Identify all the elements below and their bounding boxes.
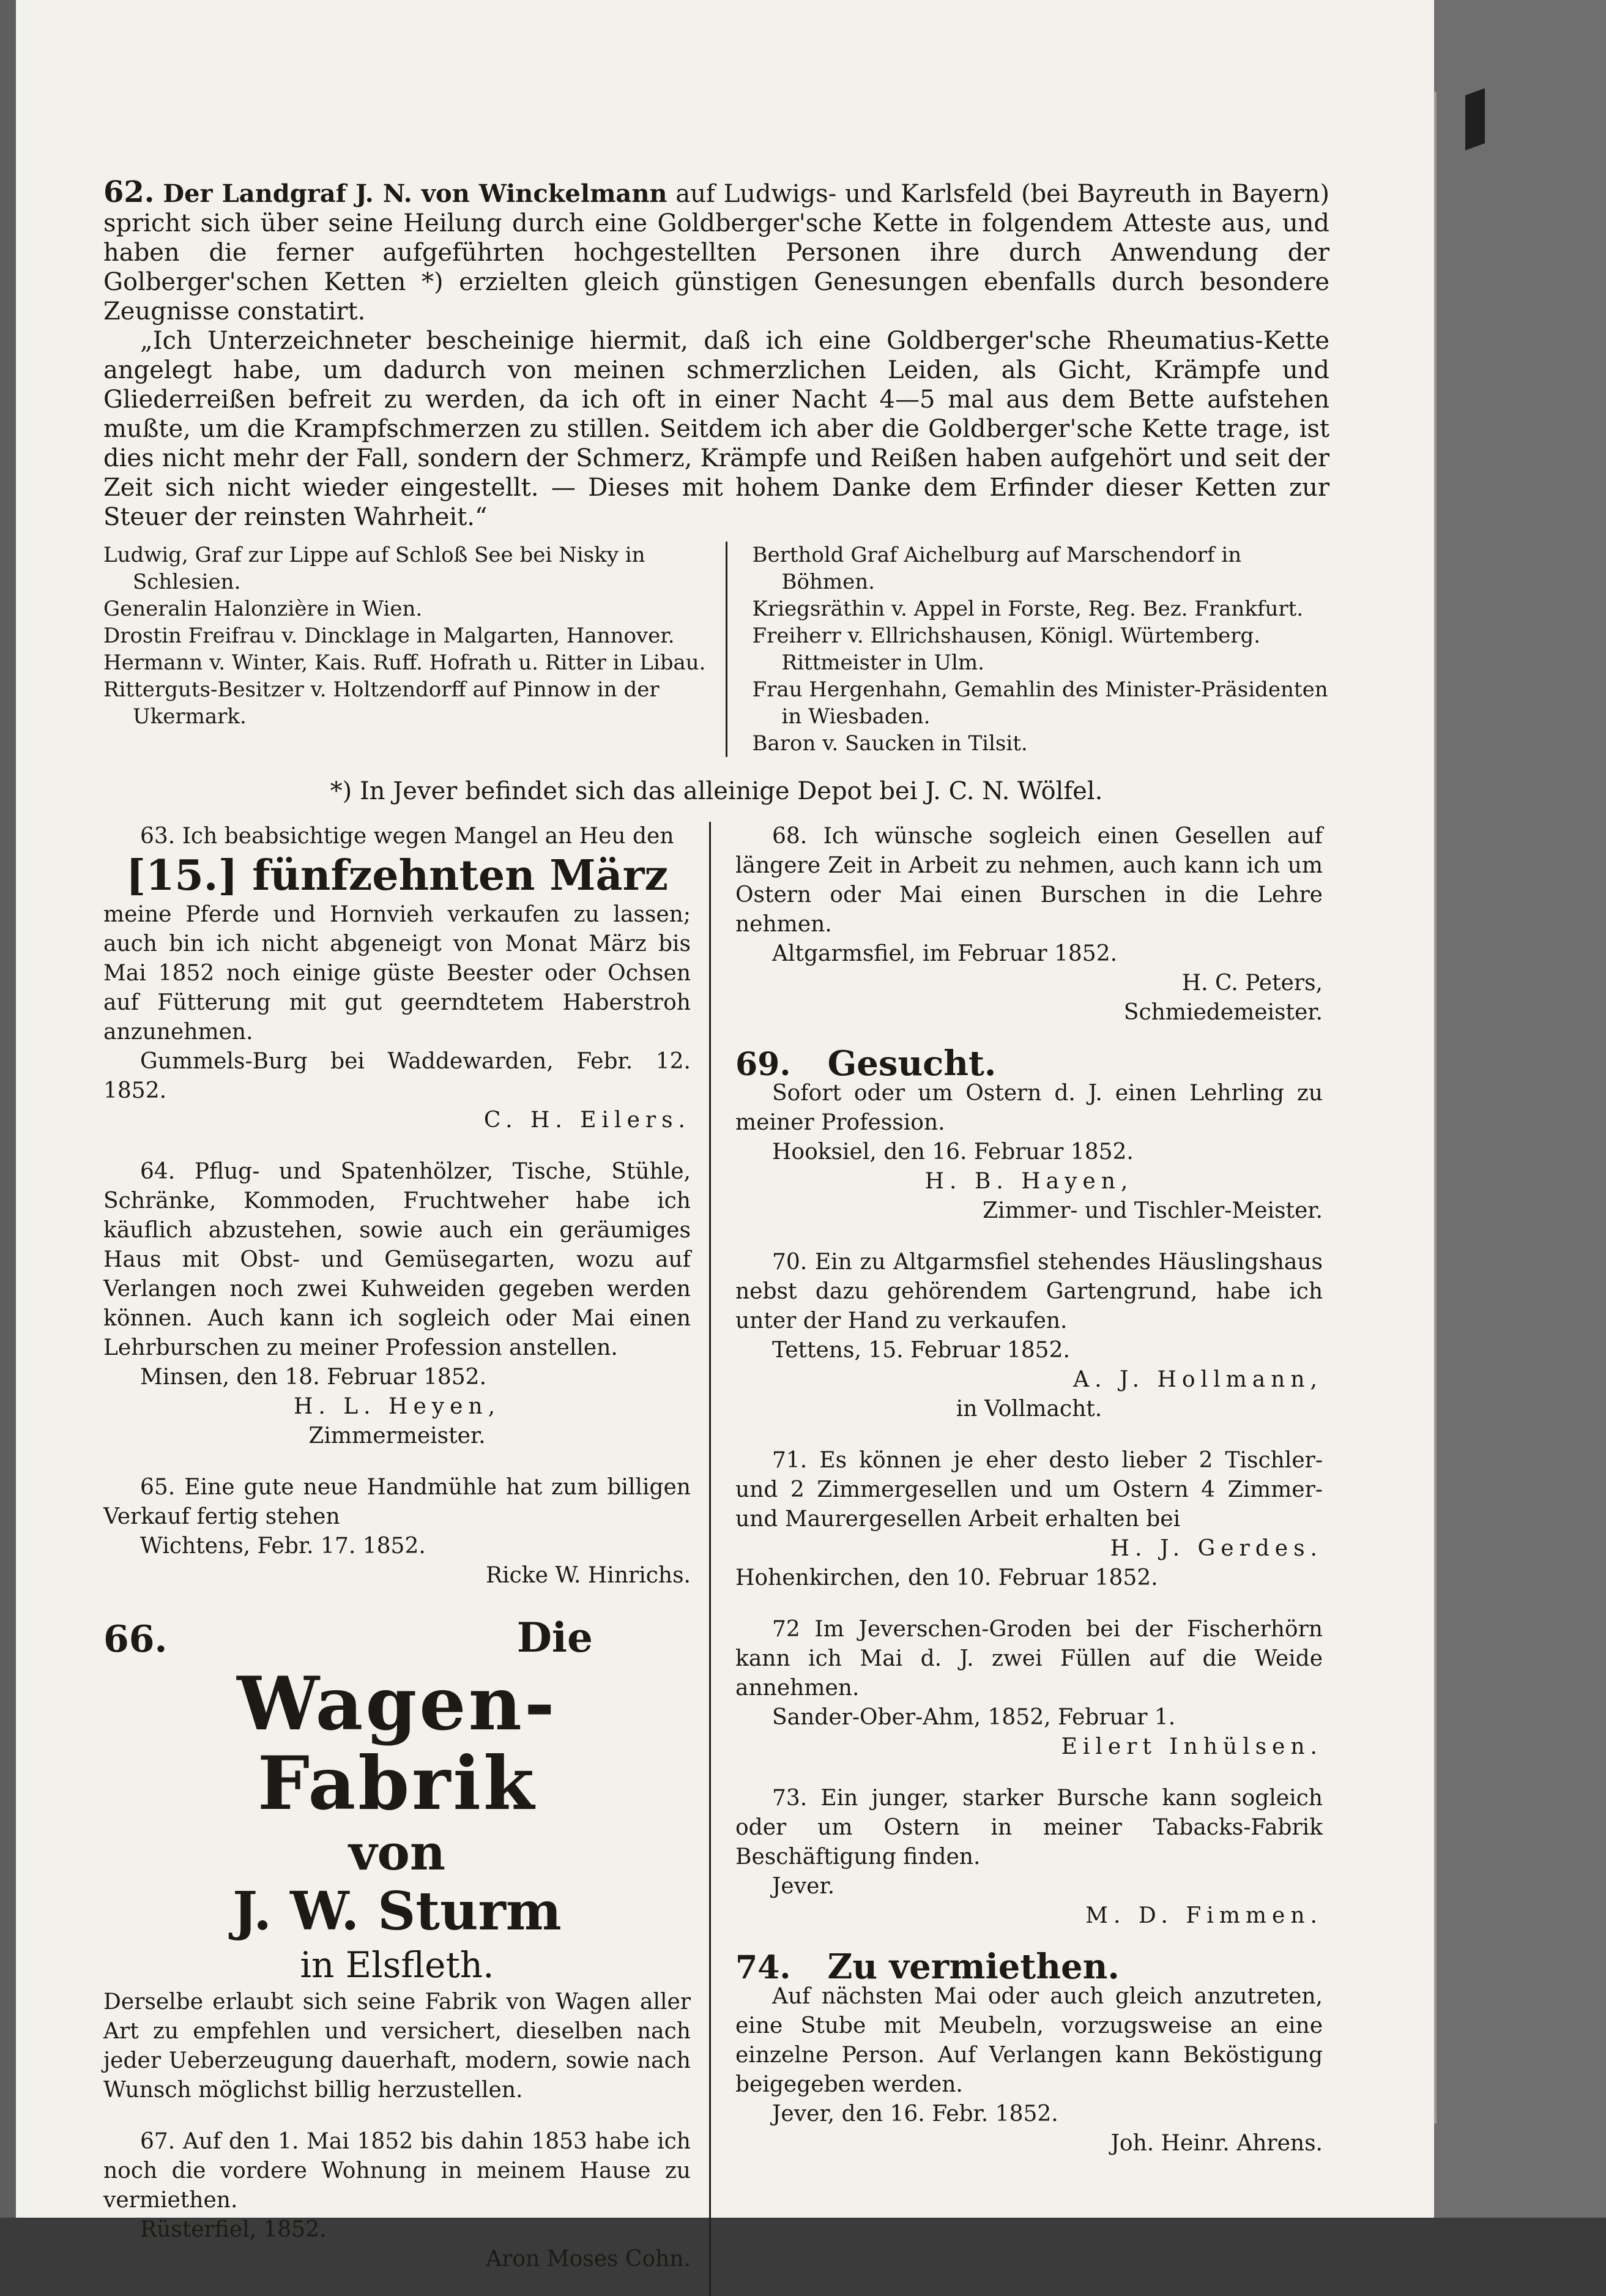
ad-72-place: Sander-Ober-Ahm, 1852, Februar 1. [772, 1705, 1176, 1730]
ad-66-von: von [348, 1824, 445, 1881]
ad-74-place: Jever, den 16. Febr. 1852. [772, 2101, 1058, 2126]
book-spine-left [0, 0, 16, 2218]
person-entry: Frau Hergenhahn, Gemahlin des Minister-Präsidenten in Wiesbaden. [752, 677, 1328, 729]
ad-74-signature: Joh. Heinr. Ahrens. [1110, 2131, 1323, 2156]
ad-74-header [735, 1947, 1323, 1987]
persons-list [103, 542, 1329, 757]
ad-64-signature: H. L. Heyen, [293, 1394, 501, 1419]
ad-74-body: Auf nächsten Mai oder auch gleich anzutreten, eine Stube mit Meubeln, vorzugsweise an eine einzelne Person. Auf Verlangen kann Beköstigung beigegeben werden. [735, 1984, 1323, 2097]
ad-67-place: Rüsterfiel, 1852. [140, 2217, 327, 2242]
person-entry: Berthold Graf Aichelburg auf Marschendorf in Böhmen. [752, 543, 1242, 594]
ad-70 [735, 1248, 1323, 1424]
ad-62-intro [103, 177, 1329, 326]
ad-74-number: 74. [735, 1949, 791, 1986]
ad-74 [735, 1947, 1323, 2158]
ad-73-body: 73. Ein junger, starker Bursche kann sogleich oder um Ostern in meiner Tabacks-Fabrik Beschäftigung finden. [735, 1786, 1323, 1869]
ad-74-headline: Zu vermiethen. [827, 1947, 1120, 1987]
ad-67-signature: Aron Moses Cohn. [486, 2246, 691, 2272]
ad-69-number: 69. [735, 1046, 791, 1083]
ad-62-text: auf Ludwigs- und Karlsfeld (bei Bayreuth in Bayern) spricht sich über seine Heilung durch eine Goldberger'sche Kette in folgendem Atteste aus, und haben die ferner aufgeführten hochgestellten Personen ihre durch Anwendung der Golberger'schen Ketten *) erzielten gleich günstigen Genesungen ebenfalls durch besondere Zeugnisse constatirt. [103, 180, 1329, 326]
ad-71-place: Hohenkirchen, den 10. Februar 1852. [735, 1565, 1158, 1590]
ad-70-signature: A. J. Hollmann, [1073, 1367, 1323, 1392]
persons-left [103, 542, 727, 757]
ad-70-place: Tettens, 15. Februar 1852. [772, 1338, 1070, 1363]
person-entry: Generalin Halonzière in Wien. [103, 597, 423, 621]
newspaper-page [16, 0, 1434, 2272]
ad-69-body: Sofort oder um Ostern d. J. einen Lehrling zu meiner Profession. [735, 1081, 1323, 1135]
ad-69 [735, 1043, 1323, 1226]
ads-left-column [103, 822, 711, 2296]
ad-67-body: 67. Auf den 1. Mai 1852 bis dahin 1853 habe ich noch die vordere Wohnung in meinem Hause zu vermiethen. [103, 2129, 691, 2213]
page-content [103, 177, 1329, 2296]
ad-72 [735, 1615, 1323, 1762]
ad-73-place: Jever. [772, 1874, 835, 1899]
ad-64-place: Minsen, den 18. Februar 1852. [140, 1365, 487, 1390]
ad-69-headline: Gesucht. [827, 1043, 997, 1084]
person-entry: Hermann v. Winter, Kais. Ruff. Hofrath u. Ritter in Libau. [103, 650, 706, 675]
ad-68-place: Altgarmsfiel, im Februar 1852. [772, 941, 1118, 966]
ad-68-body: 68. Ich wünsche sogleich einen Gesellen auf längere Zeit in Arbeit zu nehmen, auch kann ich um Ostern oder Mai einen Burschen in die Lehre nehmen. [735, 824, 1323, 937]
ad-63-intro: 63. Ich beabsichtige wegen Mangel an Heu den [140, 824, 674, 849]
ad-73-signature: M. D. Fimmen. [1085, 1903, 1323, 1928]
ad-65-signature: Ricke W. Hinrichs. [485, 1563, 691, 1588]
ad-66 [103, 1612, 691, 2105]
ad-66-title: Wagen-Fabrik [237, 1661, 557, 1827]
person-entry: Baron v. Saucken in Tilsit. [752, 731, 1028, 756]
ad-68 [735, 822, 1323, 1027]
ad-67 [103, 2127, 691, 2274]
ad-72-signature: Eilert Inhülsen. [1061, 1734, 1323, 1759]
person-entry: Ludwig, Graf zur Lippe auf Schloß See bei Nisky in Schlesien. [103, 543, 645, 594]
book-edge-right [1434, 0, 1606, 2218]
ad-66-number: 66. [103, 1618, 168, 1661]
ad-69-title: Zimmer- und Tischler-Meister. [983, 1198, 1323, 1223]
ad-64-body: 64. Pflug- und Spatenhölzer, Tische, Stühle, Schränke, Kommoden, Fruchtweher habe ich käuflich abzustehen, sowie auch ein geräumiges Haus mit Obst- und Gemüsegarten, wozu auf Verlangen noch zwei Kuhweiden gegeben werden können. Auch kann ich sogleich oder Mai einen Lehrburschen zu meiner Profession anstellen. [103, 1159, 691, 1360]
ad-63-place: Gummels-Burg bei Waddewarden, Febr. 12. 1852. [103, 1049, 691, 1103]
ad-68-signature: H. C. Peters, [1181, 971, 1323, 996]
person-entry: Kriegsräthin v. Appel in Forste, Reg. Bez. Frankfurt. [752, 597, 1304, 621]
corner-mark [1465, 88, 1485, 151]
ad-70-title: in Vollmacht. [956, 1396, 1102, 1422]
ad-71-signature: H. J. Gerdes. [1110, 1536, 1323, 1561]
ad-70-body: 70. Ein zu Altgarmsfiel stehendes Häuslingshaus nebst dazu gehörendem Gartengrund, habe ich unter der Hand zu verkaufen. [735, 1250, 1323, 1333]
ads-right-column [711, 822, 1323, 2296]
ad-62-number: 62. [103, 175, 155, 209]
ad-73 [735, 1784, 1323, 1931]
ad-66-header [103, 1612, 691, 1664]
ad-69-header [735, 1043, 1323, 1084]
ads-columns [103, 822, 1329, 2296]
ad-64-title: Zimmermeister. [308, 1423, 486, 1448]
ad-65-body: 65. Eine gute neue Handmühle hat zum billigen Verkauf fertig stehen [103, 1475, 691, 1529]
ad-65 [103, 1473, 691, 1590]
ad-66-die: Die [516, 1614, 593, 1661]
ad-62-quote: „Ich Unterzeichneter bescheinige hiermit, daß ich eine Goldberger'sche Rheumatius-Kette angelegt habe, um dadurch von meinen schmerzlichen Leiden, als Gicht, Krämpfe und Gliederreißen befreit zu werden, da ich oft in einer Nacht 4—5 mal aus dem Bette aufstehen mußte, um die Krampfschmerzen zu stillen. Seitdem ich aber die Goldberger'sche Kette trage, ist dies nicht mehr der Fall, sondern der Schmerz, Krämpfe und Reißen haben aufgehört und seit der Zeit sich nicht wieder eingestellt. — Dieses mit hohem Danke dem Erfinder dieser Ketten zur Steuer der reinsten Wahrheit.“ [103, 327, 1329, 531]
ad-66-place: in Elsfleth. [300, 1944, 494, 1986]
footnote: *) In Jever befindet sich das alleinige Depot bei J. C. N. Wölfel. [330, 777, 1103, 805]
ad-71-body: 71. Es können je eher desto lieber 2 Tischler- und 2 Zimmergesellen und um Ostern 4 Zimmer- und Maurergesellen Arbeit erhalten bei [735, 1448, 1323, 1532]
ad-69-place: Hooksiel, den 16. Februar 1852. [772, 1139, 1134, 1165]
ad-65-place: Wichtens, Febr. 17. 1852. [140, 1534, 426, 1559]
ad-63-signature: C. H. Eilers. [483, 1108, 691, 1133]
person-entry: Drostin Freifrau v. Dincklage in Malgarten, Hannover. [103, 624, 675, 648]
ad-64 [103, 1157, 691, 1451]
ad-63 [103, 822, 691, 1135]
ad-69-signature: H. B. Hayen, [924, 1169, 1134, 1194]
ad-72-body: 72 Im Jeverschen-Groden bei der Fischerhörn kann ich Mai d. J. zwei Füllen auf die Weide annehmen. [735, 1617, 1323, 1701]
ad-63-headline: [15.] fünfzehnten März [125, 851, 669, 900]
ad-71 [735, 1446, 1323, 1593]
ad-62-name: Der Landgraf J. N. von Winckelmann [163, 179, 667, 208]
ad-63-body: meine Pferde und Hornvieh verkaufen zu lassen; auch bin ich nicht abgeneigt von Monat März bis Mai 1852 noch einige güste Beester oder Ochsen auf Fütterung mit gut geerndtetem Haberstroh anzunehmen. [103, 902, 691, 1045]
person-entry: Freiherr v. Ellrichshausen, Königl. Würtemberg. Rittmeister in Ulm. [752, 624, 1261, 675]
person-entry: Ritterguts-Besitzer v. Holtzendorff auf Pinnow in der Ukermark. [103, 677, 660, 729]
ad-68-title: Schmiedemeister. [1123, 1000, 1323, 1025]
ad-66-name: J. W. Sturm [232, 1880, 562, 1942]
ad-66-body: Derselbe erlaubt sich seine Fabrik von Wagen aller Art zu empfehlen und versichert, dieselben nach jeder Ueberzeugung dauerhaft, modern, sowie nach Wunsch möglichst billig herzustellen. [103, 1989, 691, 2103]
persons-right [727, 542, 1329, 757]
